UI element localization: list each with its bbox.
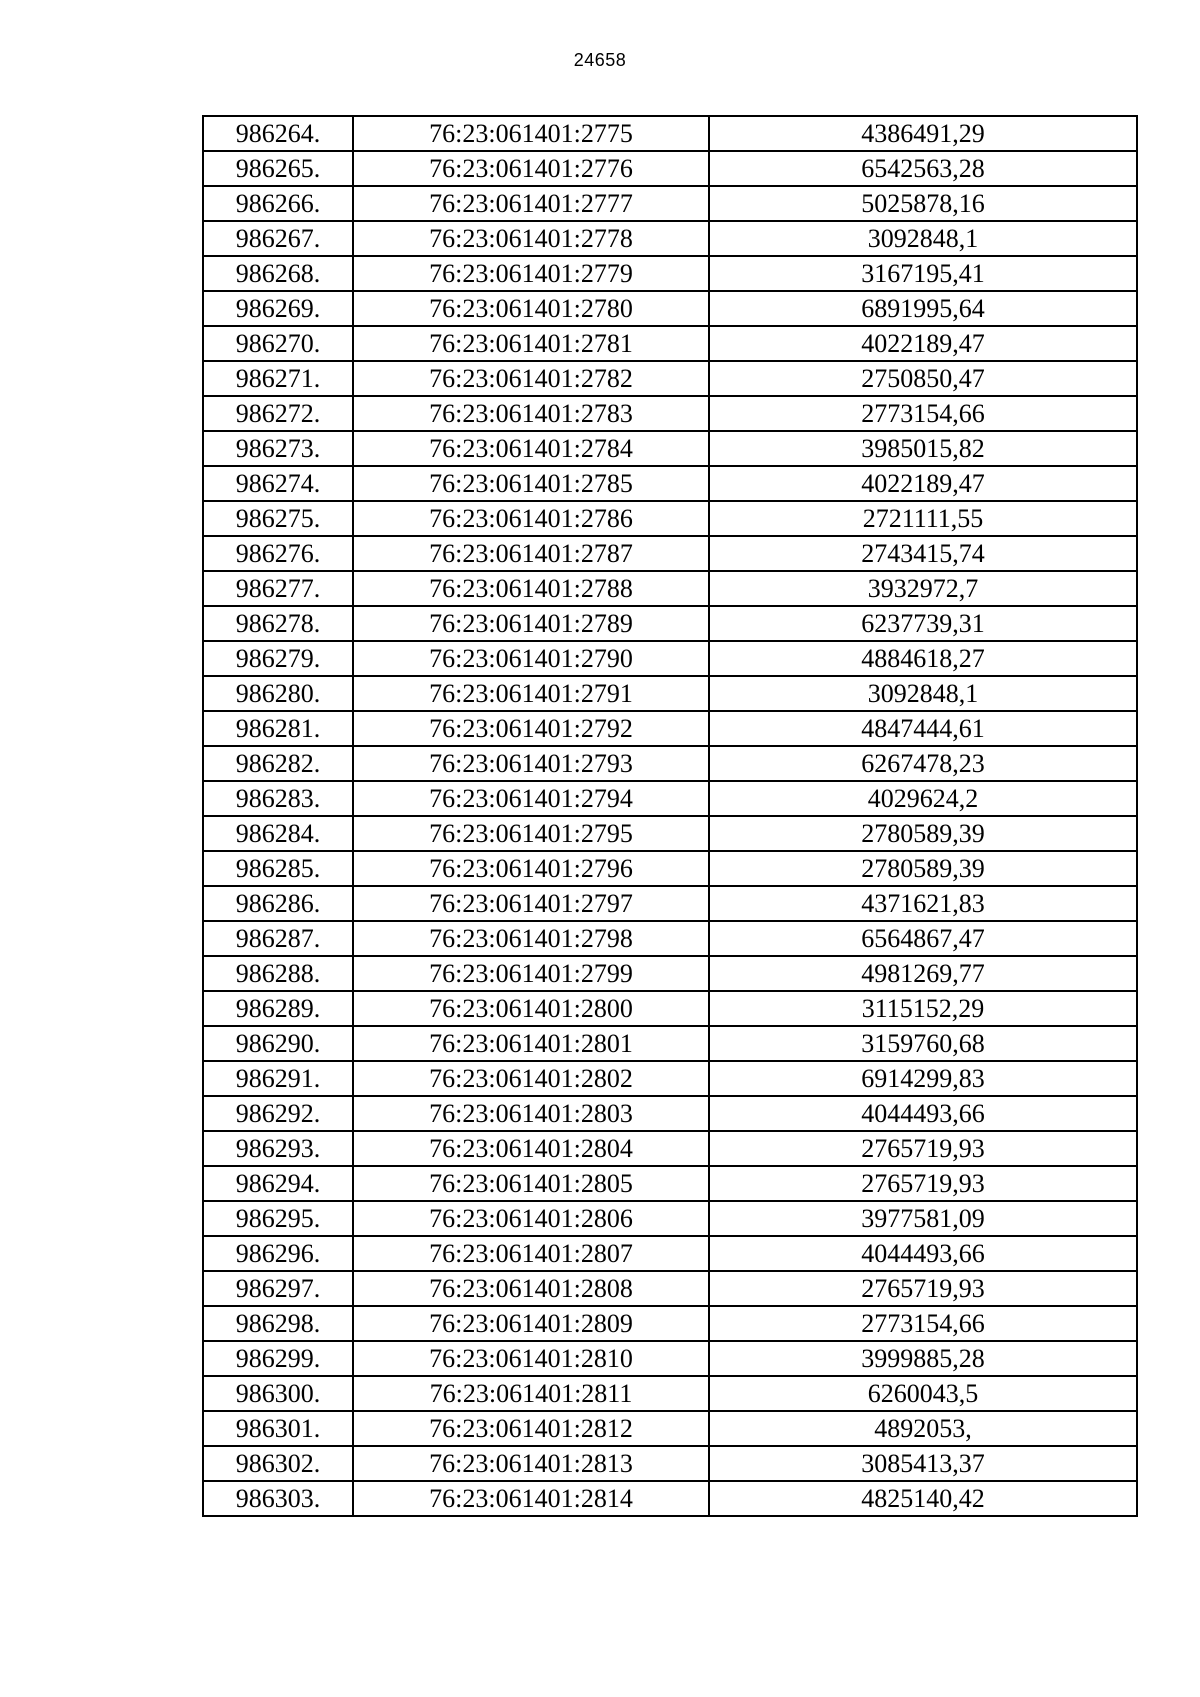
cadastral-number-cell: 76:23:061401:2777 [353,186,709,221]
row-number-cell: 986276. [203,536,353,571]
cadastral-number-cell: 76:23:061401:2784 [353,431,709,466]
cadastral-number-cell: 76:23:061401:2803 [353,1096,709,1131]
cadastral-value-cell: 6564867,47 [709,921,1137,956]
table-row [203,1271,1137,1306]
table-row [203,606,1137,641]
cadastral-number-cell: 76:23:061401:2775 [353,116,709,151]
cadastral-value-cell: 4022189,47 [709,466,1137,501]
cadastral-value-cell: 3159760,68 [709,1026,1137,1061]
row-number-cell: 986267. [203,221,353,256]
table-row [203,396,1137,431]
table-row [203,1026,1137,1061]
cadastral-value-cell: 2765719,93 [709,1131,1137,1166]
cadastral-value-cell: 2721111,55 [709,501,1137,536]
row-number-cell: 986294. [203,1166,353,1201]
row-number-cell: 986289. [203,991,353,1026]
table-row [203,431,1137,466]
table-row [203,851,1137,886]
table-row [203,1376,1137,1411]
cadastral-number-cell: 76:23:061401:2783 [353,396,709,431]
row-number-cell: 986264. [203,116,353,151]
cadastral-value-cell: 3999885,28 [709,1341,1137,1376]
row-number-cell: 986271. [203,361,353,396]
row-number-cell: 986265. [203,151,353,186]
cadastral-value-cell: 4029624,2 [709,781,1137,816]
row-number-cell: 986284. [203,816,353,851]
row-number-cell: 986299. [203,1341,353,1376]
cadastral-number-cell: 76:23:061401:2794 [353,781,709,816]
row-number-cell: 986301. [203,1411,353,1446]
row-number-cell: 986292. [203,1096,353,1131]
cadastral-value-cell: 4892053, [709,1411,1137,1446]
cadastral-number-cell: 76:23:061401:2799 [353,956,709,991]
row-number-cell: 986300. [203,1376,353,1411]
row-number-cell: 986270. [203,326,353,361]
cadastral-value-cell: 4044493,66 [709,1096,1137,1131]
row-number-cell: 986293. [203,1131,353,1166]
cadastral-number-cell: 76:23:061401:2781 [353,326,709,361]
cadastral-value-cell: 4981269,77 [709,956,1137,991]
cadastral-number-cell: 76:23:061401:2798 [353,921,709,956]
cadastral-number-cell: 76:23:061401:2812 [353,1411,709,1446]
cadastral-value-cell: 2780589,39 [709,816,1137,851]
table-row [203,781,1137,816]
table-row [203,991,1137,1026]
table-row [203,116,1137,151]
cadastral-value-cell: 4371621,83 [709,886,1137,921]
table-row [203,186,1137,221]
table-row [203,501,1137,536]
cadastral-value-cell: 2743415,74 [709,536,1137,571]
row-number-cell: 986296. [203,1236,353,1271]
cadastral-number-cell: 76:23:061401:2808 [353,1271,709,1306]
row-number-cell: 986298. [203,1306,353,1341]
table-row [203,466,1137,501]
cadastral-number-cell: 76:23:061401:2810 [353,1341,709,1376]
cadastral-number-cell: 76:23:061401:2804 [353,1131,709,1166]
table-row [203,1166,1137,1201]
table-row [203,676,1137,711]
row-number-cell: 986281. [203,711,353,746]
cadastral-number-cell: 76:23:061401:2776 [353,151,709,186]
cadastral-value-cell: 3085413,37 [709,1446,1137,1481]
cadastral-number-cell: 76:23:061401:2797 [353,886,709,921]
cadastral-value-cell: 6267478,23 [709,746,1137,781]
cadastral-number-cell: 76:23:061401:2795 [353,816,709,851]
cadastral-value-cell: 6891995,64 [709,291,1137,326]
row-number-cell: 986288. [203,956,353,991]
cadastral-number-cell: 76:23:061401:2779 [353,256,709,291]
cadastral-number-cell: 76:23:061401:2788 [353,571,709,606]
cadastral-value-cell: 3092848,1 [709,221,1137,256]
table-row [203,291,1137,326]
table-row [203,1061,1137,1096]
table-row [203,641,1137,676]
cadastral-number-cell: 76:23:061401:2780 [353,291,709,326]
row-number-cell: 986266. [203,186,353,221]
cadastral-number-cell: 76:23:061401:2806 [353,1201,709,1236]
row-number-cell: 986291. [203,1061,353,1096]
row-number-cell: 986283. [203,781,353,816]
table-row [203,536,1137,571]
cadastral-value-cell: 5025878,16 [709,186,1137,221]
row-number-cell: 986279. [203,641,353,676]
cadastral-number-cell: 76:23:061401:2800 [353,991,709,1026]
row-number-cell: 986269. [203,291,353,326]
cadastral-value-cell: 4825140,42 [709,1481,1137,1516]
cadastral-value-cell: 6237739,31 [709,606,1137,641]
row-number-cell: 986278. [203,606,353,641]
row-number-cell: 986286. [203,886,353,921]
table-row [203,151,1137,186]
cadastral-value-cell: 2780589,39 [709,851,1137,886]
table-row [203,746,1137,781]
cadastral-value-cell: 6542563,28 [709,151,1137,186]
cadastral-value-cell: 4386491,29 [709,116,1137,151]
cadastral-number-cell: 76:23:061401:2785 [353,466,709,501]
table-row [203,711,1137,746]
cadastral-number-cell: 76:23:061401:2791 [353,676,709,711]
cadastral-value-cell: 6260043,5 [709,1376,1137,1411]
row-number-cell: 986282. [203,746,353,781]
table-row [203,1341,1137,1376]
row-number-cell: 986287. [203,921,353,956]
table-row [203,221,1137,256]
cadastral-value-table [202,115,1138,1517]
row-number-cell: 986273. [203,431,353,466]
cadastral-number-cell: 76:23:061401:2793 [353,746,709,781]
cadastral-number-cell: 76:23:061401:2796 [353,851,709,886]
cadastral-number-cell: 76:23:061401:2801 [353,1026,709,1061]
cadastral-value-cell: 2765719,93 [709,1166,1137,1201]
cadastral-value-cell: 6914299,83 [709,1061,1137,1096]
cadastral-value-cell: 2773154,66 [709,396,1137,431]
table-row [203,1096,1137,1131]
table-body [203,116,1137,1516]
cadastral-value-cell: 2750850,47 [709,361,1137,396]
table-row [203,1236,1137,1271]
cadastral-value-cell: 3092848,1 [709,676,1137,711]
table-row [203,361,1137,396]
table-row [203,1411,1137,1446]
row-number-cell: 986274. [203,466,353,501]
cadastral-number-cell: 76:23:061401:2809 [353,1306,709,1341]
row-number-cell: 986290. [203,1026,353,1061]
table-row [203,816,1137,851]
cadastral-value-cell: 3115152,29 [709,991,1137,1026]
row-number-cell: 986275. [203,501,353,536]
table-row [203,326,1137,361]
cadastral-value-cell: 4847444,61 [709,711,1137,746]
row-number-cell: 986303. [203,1481,353,1516]
cadastral-value-cell: 4022189,47 [709,326,1137,361]
cadastral-value-cell: 2765719,93 [709,1271,1137,1306]
cadastral-value-cell: 2773154,66 [709,1306,1137,1341]
table-row [203,1446,1137,1481]
cadastral-number-cell: 76:23:061401:2786 [353,501,709,536]
row-number-cell: 986285. [203,851,353,886]
cadastral-value-cell: 3167195,41 [709,256,1137,291]
table-row [203,571,1137,606]
table-row [203,1131,1137,1166]
cadastral-number-cell: 76:23:061401:2787 [353,536,709,571]
cadastral-number-cell: 76:23:061401:2790 [353,641,709,676]
table-row [203,886,1137,921]
row-number-cell: 986272. [203,396,353,431]
cadastral-value-cell: 4044493,66 [709,1236,1137,1271]
row-number-cell: 986280. [203,676,353,711]
table-row [203,1481,1137,1516]
cadastral-number-cell: 76:23:061401:2811 [353,1376,709,1411]
cadastral-number-cell: 76:23:061401:2813 [353,1446,709,1481]
cadastral-number-cell: 76:23:061401:2782 [353,361,709,396]
row-number-cell: 986268. [203,256,353,291]
table-row [203,956,1137,991]
table-row [203,1306,1137,1341]
row-number-cell: 986277. [203,571,353,606]
cadastral-value-cell: 4884618,27 [709,641,1137,676]
page-number: 24658 [573,50,627,70]
table-row [203,1201,1137,1236]
table-row [203,256,1137,291]
row-number-cell: 986297. [203,1271,353,1306]
cadastral-value-cell: 3977581,09 [709,1201,1137,1236]
row-number-cell: 986302. [203,1446,353,1481]
cadastral-number-cell: 76:23:061401:2814 [353,1481,709,1516]
cadastral-value-cell: 3985015,82 [709,431,1137,466]
row-number-cell: 986295. [203,1201,353,1236]
cadastral-number-cell: 76:23:061401:2789 [353,606,709,641]
cadastral-number-cell: 76:23:061401:2792 [353,711,709,746]
cadastral-number-cell: 76:23:061401:2802 [353,1061,709,1096]
cadastral-value-cell: 3932972,7 [709,571,1137,606]
cadastral-number-cell: 76:23:061401:2778 [353,221,709,256]
table-row [203,921,1137,956]
cadastral-number-cell: 76:23:061401:2807 [353,1236,709,1271]
cadastral-number-cell: 76:23:061401:2805 [353,1166,709,1201]
